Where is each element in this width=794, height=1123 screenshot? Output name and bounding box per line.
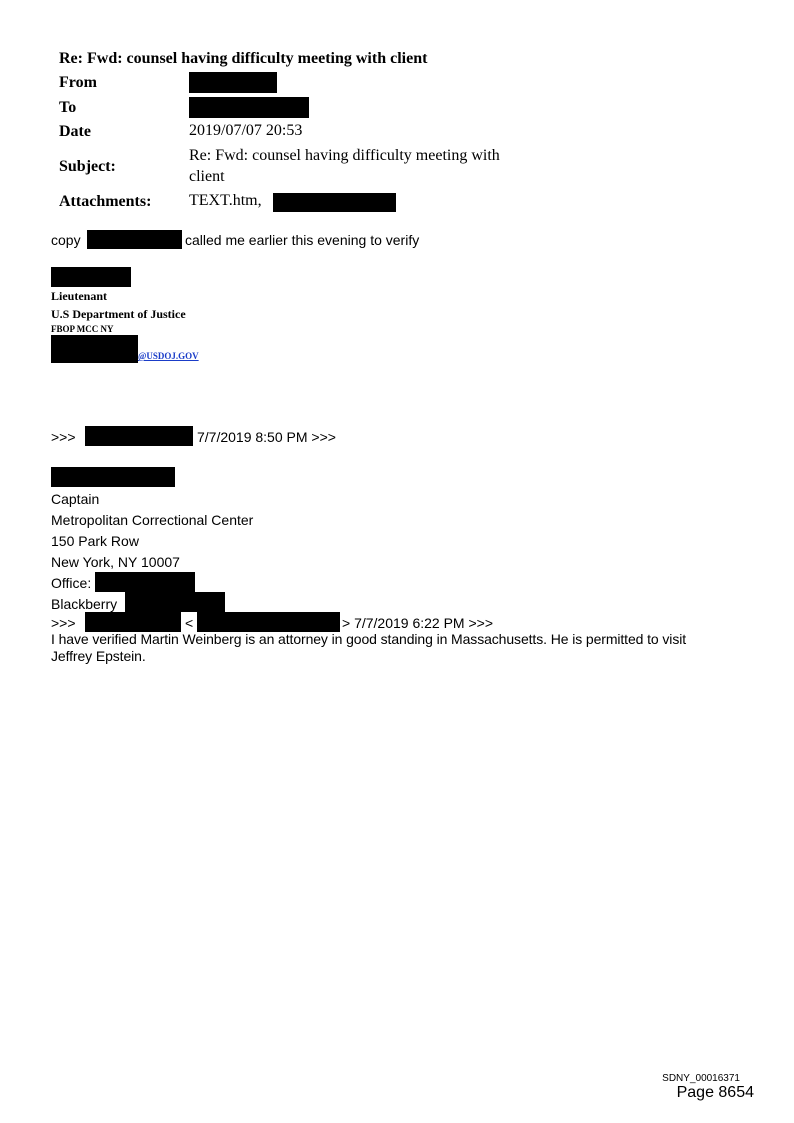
- email-title: Re: Fwd: counsel having difficulty meeting with client: [59, 50, 428, 67]
- reply-text: called me earlier this evening to verify: [185, 232, 420, 248]
- quote2-message-line2: Jeffrey Epstein.: [51, 648, 146, 664]
- redaction-attachment: [273, 193, 396, 212]
- sig1-unit: FBOP MCC NY: [51, 324, 114, 334]
- quote2-message-line1: I have verified Martin Weinberg is an attorney in good standing in Massachusetts. He is permitted to visit: [51, 631, 687, 647]
- footer-doc-id: SDNY_00016371: [662, 1073, 740, 1084]
- sig2-org: Metropolitan Correctional Center: [51, 512, 254, 528]
- subject-label: Subject:: [59, 158, 116, 175]
- quote2-prefix: >>>: [51, 615, 76, 631]
- subject-value-line2: client: [189, 168, 225, 185]
- from-label: From: [59, 74, 97, 91]
- subject-value-line1: Re: Fwd: counsel having difficulty meeting with: [189, 147, 500, 164]
- sig2-office-label: Office:: [51, 575, 92, 591]
- sig2-rank: Captain: [51, 491, 100, 507]
- attachments-value: TEXT.htm,: [189, 192, 262, 209]
- attachments-label: Attachments:: [59, 193, 152, 210]
- sig1-rank: Lieutenant: [51, 289, 108, 303]
- redaction-sig1-email: [51, 335, 138, 363]
- quote2-lt: <: [185, 615, 194, 631]
- redaction-from: [189, 72, 277, 93]
- redaction-blackberry-number: [125, 592, 225, 612]
- redaction-office-number: [95, 572, 195, 592]
- redaction-reply-name: [87, 230, 182, 249]
- redaction-quote2-email: [197, 612, 340, 632]
- quote1-prefix: >>>: [51, 429, 76, 445]
- sig1-email-link[interactable]: @USDOJ.GOV: [138, 351, 199, 361]
- footer-page-number: Page 8654: [676, 1084, 754, 1101]
- sig2-address2: New York, NY 10007: [51, 554, 180, 570]
- reply-prefix: copy: [51, 232, 81, 248]
- sig2-blackberry-label: Blackberry: [51, 596, 118, 612]
- sig1-department: U.S Department of Justice: [51, 307, 186, 321]
- redaction-quote1-sender: [85, 426, 193, 446]
- redaction-sig2-name: [51, 467, 175, 487]
- to-label: To: [59, 99, 77, 116]
- date-value: 2019/07/07 20:53: [189, 122, 303, 139]
- redaction-to: [189, 97, 309, 118]
- quote2-timestamp: > 7/7/2019 6:22 PM >>>: [342, 615, 494, 631]
- date-label: Date: [59, 123, 91, 140]
- redaction-sig1-name: [51, 267, 131, 287]
- redaction-quote2-sender: [85, 612, 181, 632]
- quote1-timestamp: 7/7/2019 8:50 PM >>>: [197, 429, 336, 445]
- sig2-address1: 150 Park Row: [51, 533, 139, 549]
